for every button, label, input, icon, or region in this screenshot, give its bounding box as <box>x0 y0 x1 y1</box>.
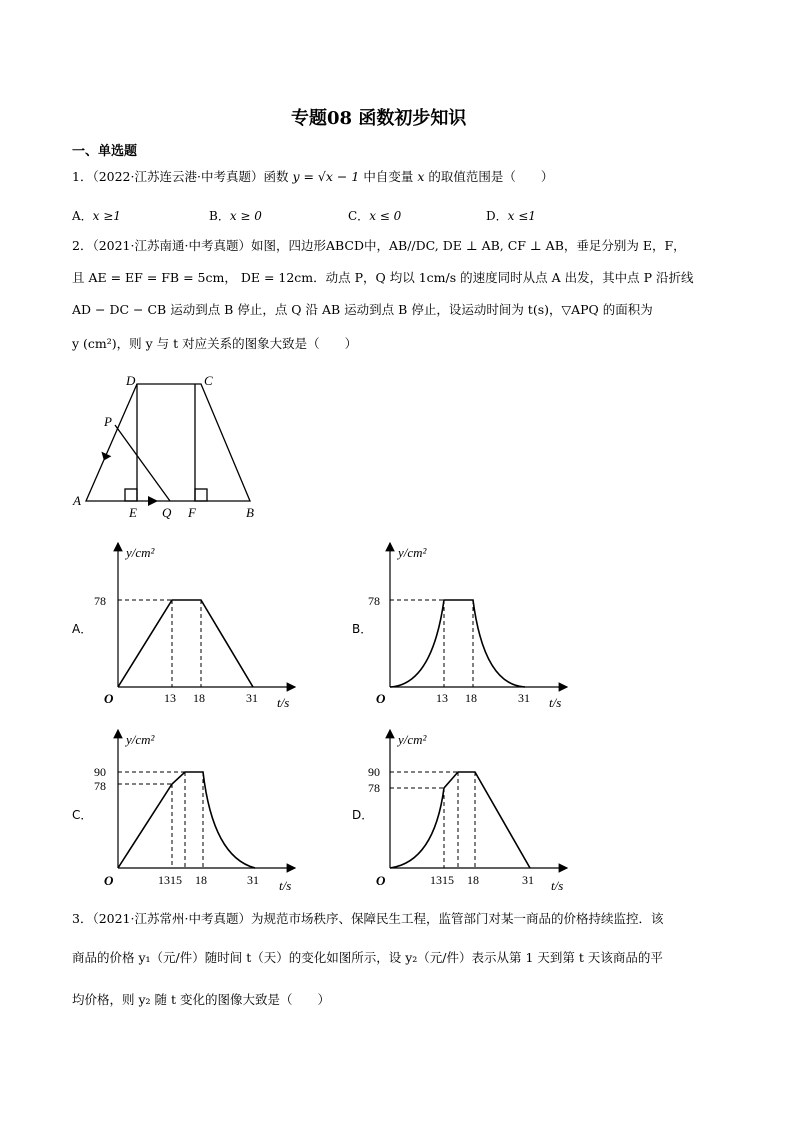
x-tick: 31 <box>518 691 530 705</box>
label-a: A <box>73 493 81 508</box>
option-text: x ≥ 0 <box>229 209 262 223</box>
curve <box>118 600 253 687</box>
q2-option-d[interactable]: D． <box>352 808 374 822</box>
option-letter: B． <box>209 209 230 223</box>
option-letter: C． <box>348 209 370 223</box>
option-text: x ≥1 <box>92 209 121 223</box>
q3-line-2: 商品的价格 y₁（元/件）随时间 t（天）的变化如图所示，设 y₂（元/件）表示从第 1 天到第 t 天该商品的平 <box>72 950 663 965</box>
segment-pq <box>115 425 170 501</box>
q2-line-4: y (cm²)，则 y 与 t 对应关系的图象大致是（ ） <box>72 336 358 351</box>
trapezoid-outline <box>86 384 250 501</box>
q2-line-2: 且 AE = EF = FB = 5cm， DE = 12cm．动点 P，Q 均以 1cm/s 的速度同时从点 A 出发，其中点 P 沿折线 <box>72 270 694 285</box>
option-text: x ≤1 <box>507 209 536 223</box>
q2-option-b[interactable]: B． <box>352 622 373 636</box>
q1-option-b[interactable] <box>209 207 262 224</box>
x-tick: 18 <box>465 691 477 705</box>
y-axis-label: y/cm² <box>398 545 427 560</box>
y-tick: 90 <box>368 765 380 779</box>
y-axis-label: y/cm² <box>126 732 155 747</box>
label-d: D <box>126 373 136 388</box>
x-tick: 1315 <box>158 873 182 887</box>
y-axis-label: y/cm² <box>398 732 427 747</box>
origin-label: O <box>104 873 114 888</box>
x-tick: 13 <box>436 691 448 705</box>
q1-option-c[interactable] <box>348 207 401 224</box>
origin-label: O <box>376 873 386 888</box>
x-axis-label: t/s <box>277 695 290 710</box>
x-tick: 13 <box>164 691 176 705</box>
q3-line-3: 均价格，则 y₂ 随 t 变化的图像大致是（ ） <box>72 992 330 1007</box>
label-p: P <box>104 414 112 429</box>
y-tick: 78 <box>94 779 106 793</box>
q2-option-a[interactable]: A． <box>72 622 93 636</box>
graph-d <box>362 722 582 902</box>
x-axis-label: t/s <box>279 878 292 893</box>
graph-a <box>90 535 310 715</box>
curve <box>390 600 525 687</box>
label-f: F <box>188 505 196 520</box>
q2-line-1: 2．（2021·江苏南通·中考真题）如图，四边形ABCD中，AB//DC, DE ⊥ AB, CF ⊥ AB，垂足分别为 E，F， <box>72 238 686 253</box>
y-tick: 78 <box>94 594 106 608</box>
page-title: 专题08 函数初步知识 <box>291 108 467 129</box>
y-tick: 78 <box>368 781 380 795</box>
label-c: C <box>204 373 213 388</box>
x-tick: 18 <box>467 873 479 887</box>
trapezoid-figure <box>66 370 276 520</box>
option-letter: A． <box>72 209 93 223</box>
x-tick: 18 <box>195 873 207 887</box>
right-angle-e <box>125 489 137 501</box>
x-tick: 31 <box>246 691 258 705</box>
y-axis-label: y/cm² <box>126 545 155 560</box>
y-tick: 78 <box>368 594 380 608</box>
arrow-aq <box>148 496 158 506</box>
x-axis-label: t/s <box>549 695 562 710</box>
x-tick: 31 <box>247 873 259 887</box>
x-axis-label: t/s <box>551 878 564 893</box>
label-b: B <box>246 505 254 520</box>
arrow-ap <box>98 452 111 463</box>
origin-label: O <box>104 691 114 706</box>
q1-tail2: 的取值范围是（ ） <box>428 169 554 184</box>
section-heading: 一、单选题 <box>72 144 138 159</box>
q1-var: x <box>417 169 425 184</box>
q2-line-3: AD − DC − CB 运动到点 B 停止，点 Q 沿 AB 运动到点 B 停止，设运动时间为 t(s)，▽APQ 的面积为 <box>72 302 653 317</box>
question-1 <box>72 169 553 185</box>
label-q: Q <box>162 505 172 520</box>
q1-option-a[interactable] <box>72 207 121 224</box>
curve <box>390 772 530 868</box>
curve <box>118 772 255 868</box>
graph-c <box>90 722 310 902</box>
x-tick: 1315 <box>430 873 454 887</box>
y-tick: 90 <box>94 765 106 779</box>
label-e: E <box>129 505 137 520</box>
q1-option-d[interactable] <box>486 207 536 224</box>
q1-formula: y = √x − 1 <box>292 169 360 184</box>
option-letter: D． <box>486 209 508 223</box>
q3-line-1: 3．（2021·江苏常州·中考真题）为规范市场秩序、保障民生工程，监管部门对某一商品的价格持续监控．该 <box>72 911 664 926</box>
origin-label: O <box>376 691 386 706</box>
q1-head: 1．（2022·江苏连云港·中考真题）函数 <box>72 169 289 184</box>
right-angle-f <box>195 489 207 501</box>
x-tick: 18 <box>193 691 205 705</box>
graph-b <box>362 535 582 715</box>
x-tick: 31 <box>522 873 534 887</box>
q2-option-c[interactable]: C． <box>72 808 93 822</box>
q1-tail: 中自变量 <box>363 169 414 184</box>
option-text: x ≤ 0 <box>369 209 402 223</box>
